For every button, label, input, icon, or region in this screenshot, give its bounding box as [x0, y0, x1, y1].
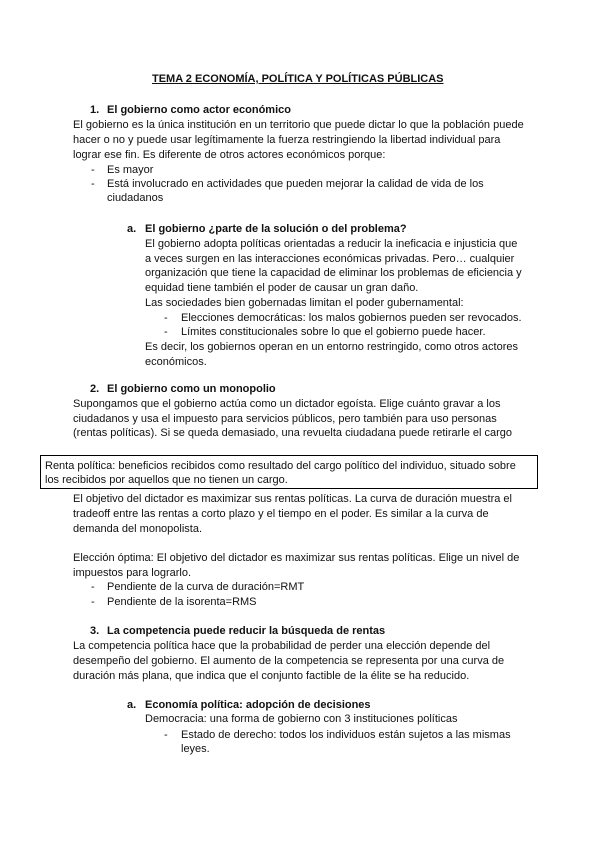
- section-1-heading: El gobierno como actor económico: [107, 104, 291, 116]
- bullet-item: Es mayor: [107, 164, 154, 176]
- bullet-item-continued: leyes.: [181, 743, 210, 755]
- bullet-dash: -: [164, 729, 168, 741]
- subsection-3a-heading: Economía política: adopción de decisiones: [145, 699, 371, 711]
- paragraph-line: económicos.: [145, 356, 207, 368]
- paragraph-line: demanda del monopolista.: [73, 523, 203, 535]
- paragraph-line: hacer o no y puede usar legítimamente la fuerza restringiendo la libertad individual para: [73, 134, 501, 146]
- paragraph-line: lograr ese fin. Es diferente de otros actores económicos porque:: [73, 149, 386, 161]
- paragraph-line: duración más plana, que indica que el conjunto factible de la élite se ha reducido.: [73, 670, 470, 682]
- paragraph-line: Elección óptima: El objetivo del dictador es maximizar sus rentas políticas. Elige un nivel de: [73, 552, 520, 564]
- section-1-number: 1.: [90, 104, 100, 116]
- bullet-item: Estado de derecho: todos los individuos están sujetos a las mismas: [181, 729, 511, 741]
- bullet-item: Está involucrado en actividades que pueden mejorar la calidad de vida de los: [107, 178, 484, 190]
- bullet-item: Elecciones democráticas: los malos gobiernos pueden ser revocados.: [181, 312, 522, 324]
- bullet-item-continued: ciudadanos: [107, 192, 164, 204]
- bullet-item: Límites constitucionales sobre lo que el gobierno puede hacer.: [181, 326, 486, 338]
- bullet-dash: -: [91, 581, 95, 593]
- bullet-dash: -: [164, 312, 168, 324]
- paragraph-line: Supongamos que el gobierno actúa como un dictador egoísta. Elige cuánto gravar a los: [73, 398, 501, 410]
- section-3-number: 3.: [90, 625, 100, 637]
- paragraph-line: tradeoff entre las rentas a corto plazo y el tiempo en el poder. Es similar a la curva de: [73, 508, 489, 520]
- definition-line: los recibidos por aquellos que no tienen un cargo.: [45, 474, 288, 486]
- section-3-heading: La competencia puede reducir la búsqueda de rentas: [107, 625, 386, 637]
- subsection-1a-letter: a.: [127, 223, 137, 235]
- section-2-heading: El gobierno como un monopolio: [107, 383, 276, 395]
- bullet-item: Pendiente de la curva de duración=RMT: [107, 581, 305, 593]
- paragraph-line: El gobierno es la única institución en un territorio que puede dictar lo que la población puede: [73, 119, 524, 131]
- bullet-dash: -: [91, 164, 95, 176]
- paragraph-line: a veces surgen en las interacciones económicas privadas. Pero… cualquier: [145, 253, 515, 265]
- bullet-item: Pendiente de la isorenta=RMS: [107, 596, 257, 608]
- subsection-1a-heading: El gobierno ¿parte de la solución o del problema?: [145, 223, 407, 235]
- paragraph-line: Democracia: una forma de gobierno con 3 instituciones políticas: [145, 713, 458, 725]
- paragraph-line: El objetivo del dictador es maximizar sus rentas políticas. La curva de duración muestra el: [73, 493, 512, 505]
- paragraph-line: equidad tiene también el poder de causar un gran daño.: [145, 282, 419, 294]
- subsection-3a-letter: a.: [127, 699, 137, 711]
- section-2-number: 2.: [90, 383, 100, 395]
- paragraph-line: La competencia política hace que la probabilidad de perder una elección depende del: [73, 640, 491, 652]
- definition-line: Renta política: beneficios recibidos como resultado del cargo político del individuo, situado sobre: [45, 460, 516, 472]
- paragraph-line: organización que tiene la capacidad de eliminar los problemas de eficiencia y: [145, 267, 522, 279]
- paragraph-line: Es decir, los gobiernos operan en un entorno restringido, como otros actores: [145, 341, 518, 353]
- paragraph-line: impuestos para lograrlo.: [73, 567, 192, 579]
- document-title: TEMA 2 ECONOMÍA, POLÍTICA Y POLÍTICAS PÚBLICAS: [152, 73, 444, 85]
- paragraph-line: desempeño del gobierno. El aumento de la competencia se representa por una curva de: [73, 655, 505, 667]
- bullet-dash: -: [164, 326, 168, 338]
- paragraph-line: ciudadanos y usa el impuesto para servicios públicos, pero también para uso personas: [73, 413, 497, 425]
- bullet-dash: -: [91, 596, 95, 608]
- paragraph-line: El gobierno adopta políticas orientadas a reducir la ineficacia e injusticia que: [145, 238, 518, 250]
- bullet-dash: -: [91, 178, 95, 190]
- paragraph-line: (rentas políticas). Si se queda demasiado, una revuelta ciudadana puede retirarle el cargo: [73, 427, 513, 439]
- paragraph-line: Las sociedades bien gobernadas limitan el poder gubernamental:: [145, 297, 464, 309]
